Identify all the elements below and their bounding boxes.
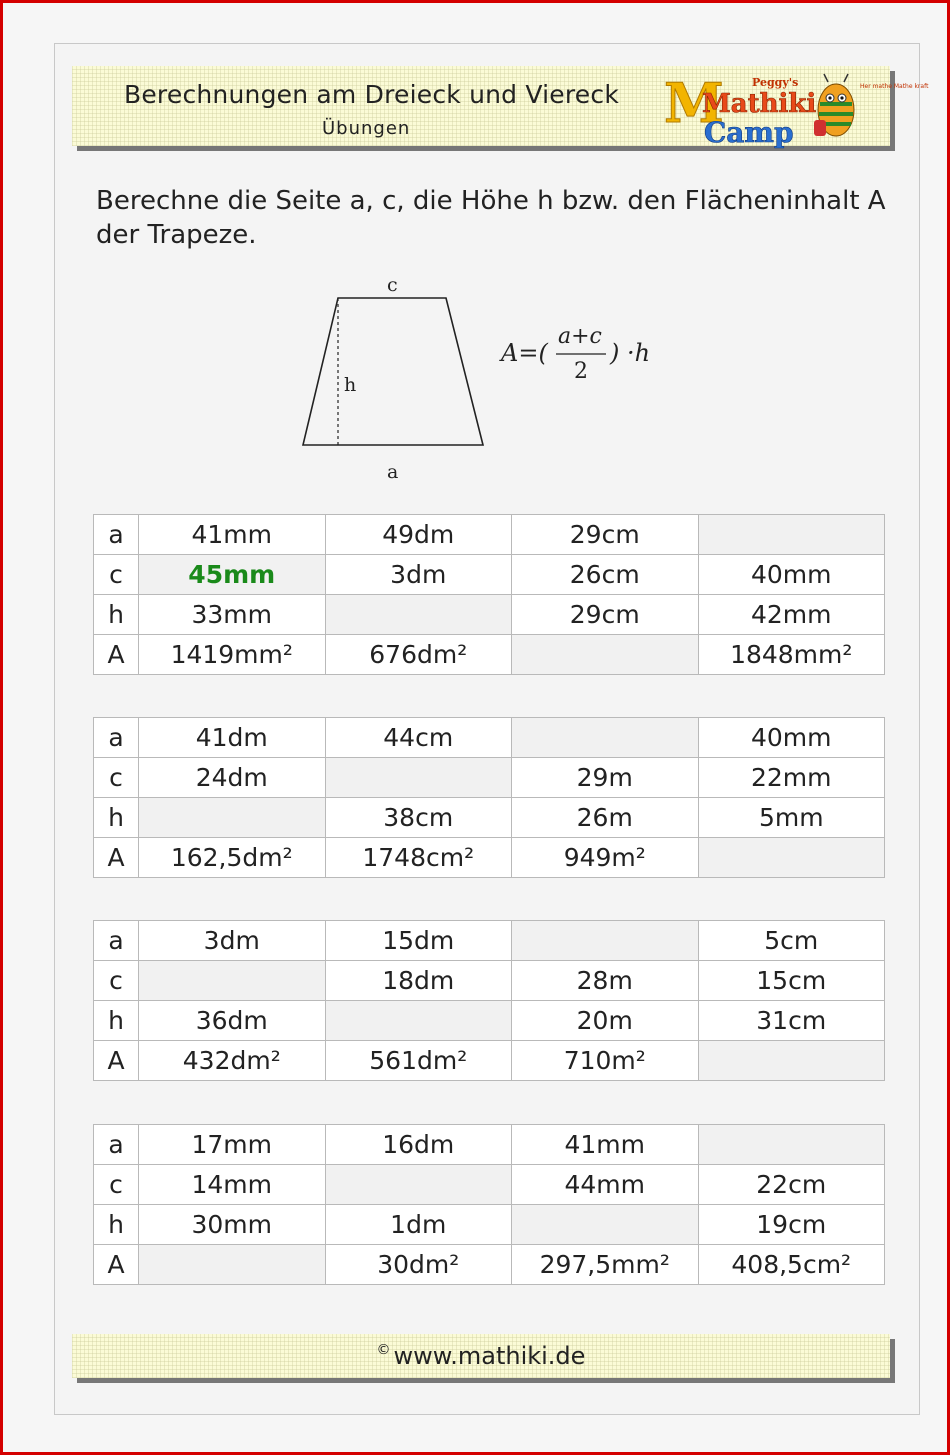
label-c: c — [387, 274, 398, 296]
row-label: c — [94, 961, 139, 1001]
value-cell: 1748cm² — [325, 838, 512, 878]
table-row — [94, 798, 885, 838]
table-row — [94, 1165, 885, 1205]
value-cell: 38cm — [325, 798, 512, 838]
table-row — [94, 921, 885, 961]
value-cell: 16dm — [325, 1125, 512, 1165]
value-cell: 22cm — [698, 1165, 885, 1205]
value-cell: 30dm² — [325, 1245, 512, 1285]
value-cell: 29cm — [512, 515, 699, 555]
empty-cell — [512, 1205, 699, 1245]
row-label: a — [94, 515, 139, 555]
value-cell: 44mm — [512, 1165, 699, 1205]
formula-numerator: a+c — [558, 324, 602, 349]
table-row — [94, 961, 885, 1001]
table-row — [94, 555, 885, 595]
value-cell: 19cm — [698, 1205, 885, 1245]
value-cell: 29m — [512, 758, 699, 798]
value-cell: 42mm — [698, 595, 885, 635]
value-cell: 40mm — [698, 718, 885, 758]
mathiki-camp-logo — [664, 70, 929, 149]
value-cell: 28m — [512, 961, 699, 1001]
value-cell: 33mm — [139, 595, 326, 635]
value-cell: 31cm — [698, 1001, 885, 1041]
footer-text — [72, 1342, 890, 1370]
value-cell: 5mm — [698, 798, 885, 838]
value-cell: 1dm — [325, 1205, 512, 1245]
empty-cell — [325, 1001, 512, 1041]
value-cell: 408,5cm² — [698, 1245, 885, 1285]
value-cell: 22mm — [698, 758, 885, 798]
value-cell: 18dm — [325, 961, 512, 1001]
empty-cell — [512, 718, 699, 758]
table-row — [94, 1245, 885, 1285]
footer-url[interactable]: www.mathiki.de — [393, 1342, 586, 1370]
row-label: h — [94, 798, 139, 838]
empty-cell — [139, 1245, 326, 1285]
row-label: h — [94, 1001, 139, 1041]
logo-side-text: Her mathe Mathe kraft — [860, 83, 929, 90]
formula-rhs: ) ·h — [610, 339, 651, 367]
row-label: a — [94, 921, 139, 961]
value-cell: 949m² — [512, 838, 699, 878]
value-cell: 162,5dm² — [139, 838, 326, 878]
row-label: A — [94, 635, 139, 675]
trapezoid-table-4 — [93, 1124, 885, 1285]
value-cell: 26cm — [512, 555, 699, 595]
row-label: a — [94, 1125, 139, 1165]
formula-denominator: 2 — [574, 359, 588, 384]
table-row — [94, 838, 885, 878]
value-cell: 36dm — [139, 1001, 326, 1041]
value-cell: 49dm — [325, 515, 512, 555]
table-row — [94, 635, 885, 675]
row-label: A — [94, 838, 139, 878]
empty-cell — [698, 1041, 885, 1081]
empty-cell — [698, 838, 885, 878]
value-cell: 40mm — [698, 555, 885, 595]
formula-lhs: A=( — [501, 339, 548, 367]
empty-cell — [698, 1125, 885, 1165]
empty-cell — [512, 635, 699, 675]
row-label: a — [94, 718, 139, 758]
row-label: h — [94, 595, 139, 635]
trapezoid-table-1 — [93, 514, 885, 675]
value-cell: 1848mm² — [698, 635, 885, 675]
table-row — [94, 1041, 885, 1081]
value-cell: 30mm — [139, 1205, 326, 1245]
row-label: A — [94, 1041, 139, 1081]
value-cell: 29cm — [512, 595, 699, 635]
row-label: c — [94, 555, 139, 595]
value-cell: 41mm — [139, 515, 326, 555]
value-cell: 44cm — [325, 718, 512, 758]
value-cell: 561dm² — [325, 1041, 512, 1081]
value-cell: 710m² — [512, 1041, 699, 1081]
empty-cell — [512, 921, 699, 961]
value-cell: 15cm — [698, 961, 885, 1001]
value-cell: 676dm² — [325, 635, 512, 675]
copyright-symbol: © — [376, 1342, 391, 1358]
value-cell: 41mm — [512, 1125, 699, 1165]
empty-cell — [139, 961, 326, 1001]
table-row — [94, 1205, 885, 1245]
empty-cell — [698, 515, 885, 555]
value-cell: 15dm — [325, 921, 512, 961]
header-banner — [72, 66, 929, 149]
label-a: a — [387, 461, 399, 483]
value-cell: 26m — [512, 798, 699, 838]
page-subtitle: Übungen — [322, 118, 411, 139]
svg-text:M: M — [664, 71, 724, 135]
value-cell: 17mm — [139, 1125, 326, 1165]
empty-cell — [325, 595, 512, 635]
trapezoid-diagram — [290, 270, 670, 490]
empty-cell — [139, 798, 326, 838]
instruction-text: Berechne die Seite a, c, die Höhe h bzw. den Flächeninhalt A der Trapeze. — [96, 186, 886, 250]
value-cell: 3dm — [139, 921, 326, 961]
value-cell: 297,5mm² — [512, 1245, 699, 1285]
value-cell: 20m — [512, 1001, 699, 1041]
value-cell: 14mm — [139, 1165, 326, 1205]
table-row — [94, 758, 885, 798]
value-cell: 45mm — [139, 555, 326, 595]
row-label: c — [94, 758, 139, 798]
value-cell: 1419mm² — [139, 635, 326, 675]
value-cell: 432dm² — [139, 1041, 326, 1081]
logo-peggys-text: Peggy's — [752, 76, 799, 89]
value-cell: 3dm — [325, 555, 512, 595]
logo-main-text: Mathiki — [702, 89, 817, 119]
empty-cell — [325, 1165, 512, 1205]
value-cell: 5cm — [698, 921, 885, 961]
trapezoid-table-3 — [93, 920, 885, 1081]
table-row — [94, 515, 885, 555]
row-label: h — [94, 1205, 139, 1245]
row-label: A — [94, 1245, 139, 1285]
empty-cell — [325, 758, 512, 798]
label-h: h — [344, 374, 357, 396]
trapezoid-shape — [303, 298, 483, 445]
page-title: Berechnungen am Dreieck und Viereck — [124, 80, 620, 109]
row-label: c — [94, 1165, 139, 1205]
trapezoid-table-2 — [93, 717, 885, 878]
table-row — [94, 1125, 885, 1165]
logo-camp-text: Camp — [704, 116, 794, 149]
table-row — [94, 718, 885, 758]
footer-banner — [72, 1334, 890, 1378]
value-cell: 24dm — [139, 758, 326, 798]
table-row — [94, 595, 885, 635]
table-row — [94, 1001, 885, 1041]
value-cell: 41dm — [139, 718, 326, 758]
